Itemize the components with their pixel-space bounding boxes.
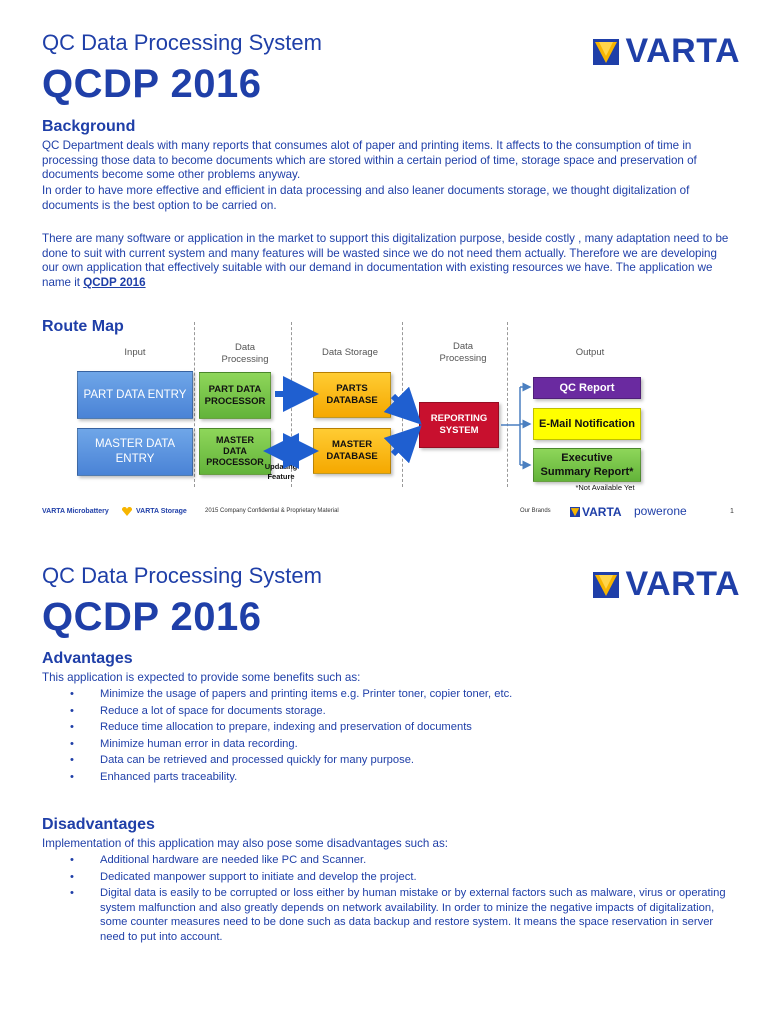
- part-data-processor-box: PART DATA PROCESSOR: [199, 372, 271, 419]
- qcdp-link[interactable]: QCDP 2016: [83, 275, 146, 289]
- list-item: • Enhanced parts traceability.: [70, 770, 238, 783]
- slide-subtitle: QC Data Processing System: [42, 563, 322, 588]
- qc-report-box: QC Report: [533, 377, 641, 399]
- column-header-output: Output: [575, 347, 605, 358]
- list-item: • Reduce time allocation to prepare, indexing and preservation of documents: [70, 721, 472, 733]
- footer-varta-brand: VARTA: [570, 505, 622, 519]
- column-divider: [507, 322, 508, 487]
- reporting-system-box: REPORTING SYSTEM: [419, 402, 499, 448]
- slide-subtitle: QC Data Processing System: [42, 30, 322, 55]
- route-map-diagram: [75, 320, 655, 495]
- footer-heart-icon: [122, 507, 132, 518]
- list-item: • Dedicated manpower support to initiate and develop the project.: [70, 870, 417, 883]
- disadvantages-heading: Disadvantages: [42, 816, 155, 833]
- slide-title: QCDP 2016: [42, 62, 262, 106]
- background-paragraph-1: QC Department deals with many reports that consumes alot of paper and printing items. It affects to the consumption of time in processing those data to become documents which are stored within a certain period of time, storage space and preservation of documents become some other problems anyway.: [42, 139, 697, 182]
- varta-wordmark: VARTA: [625, 565, 740, 603]
- master-data-processor-box: MASTER DATA PROCESSOR: [199, 428, 271, 475]
- email-notification-box: E-Mail Notification: [533, 408, 641, 440]
- not-available-note: *Not Available Yet: [575, 483, 635, 492]
- varta-wordmark: VARTA: [625, 32, 740, 70]
- part-data-entry-box: PART DATA ENTRY: [77, 371, 193, 419]
- column-divider: [194, 322, 195, 487]
- list-item: • Data can be retrieved and processed quickly for many purpose.: [70, 754, 415, 766]
- footer-our-brands: Our Brands: [520, 508, 551, 514]
- advantages-list: [70, 687, 730, 786]
- disadvantages-list: [70, 853, 730, 946]
- updating-feature-label: Updating Feature: [264, 462, 298, 481]
- advantages-heading: Advantages: [42, 650, 133, 667]
- slide-title: QCDP 2016: [42, 595, 262, 639]
- paragraph-3-text: There are many software or application in the market to support this digitalization purpose, beside costly , many adaptation need to be done to suit with current system and many features will be wasted since we do not need them actually. Therefore we are developing our own application that effectively suitable with our demand in documentation with existing resources we have. The application we name it: [42, 232, 729, 289]
- column-header-storage: Data Storage: [322, 347, 378, 358]
- master-data-entry-box: MASTER DATA ENTRY: [77, 428, 193, 476]
- varta-v-icon: [593, 572, 619, 598]
- list-item: • Minimize the usage of papers and printing items e.g. Printer toner, copier toner, etc.: [70, 688, 513, 700]
- varta-logo: [593, 32, 740, 71]
- footer-storage: VARTA Storage: [136, 508, 187, 515]
- varta-v-icon: [593, 39, 619, 65]
- footer-varta-v-icon: [570, 507, 580, 517]
- varta-logo: [593, 565, 740, 604]
- list-item: • Additional hardware are needed like PC and Scanner.: [70, 854, 367, 866]
- footer-powerone-brand: powerone: [634, 504, 687, 518]
- slide-2: [0, 545, 768, 1024]
- column-header-processing-2: Data Processing: [439, 341, 487, 364]
- executive-summary-box: Executive Summary Report*: [533, 448, 641, 482]
- disadvantages-intro: Implementation of this application may also pose some disadvantages such as:: [42, 837, 449, 850]
- slide-footer: [42, 504, 742, 524]
- route-map-heading: Route Map: [42, 318, 124, 335]
- advantages-intro: This application is expected to provide some benefits such as:: [42, 671, 361, 684]
- column-header-processing: Data Processing: [221, 342, 269, 365]
- master-database-box: MASTER DATABASE: [313, 428, 391, 474]
- background-paragraph-2: In order to have more effective and efficient in data processing and also leaner documents storage, we thought digitalization of documents is the best option to be carried on.: [42, 184, 690, 212]
- footer-confidential: 2015 Company Confidential & Proprietary Material: [205, 508, 339, 514]
- list-item: • Minimize human error in data recording.: [70, 737, 298, 750]
- footer-microbattery: VARTA Microbattery: [42, 508, 109, 515]
- column-header-input: Input: [124, 347, 146, 358]
- column-divider: [402, 322, 403, 487]
- parts-database-box: PARTS DATABASE: [313, 372, 391, 418]
- list-item: • Reduce a lot of space for documents storage.: [70, 704, 326, 717]
- list-item: • Digital data is easily to be corrupted or loss either by human mistake or by external factors such as malware, virus or operating system malfunction and also greatly depends on network availability. In order to minize the negative impacts of digitalization, some counter measures need to be done such as data backup and restore system. It means the space reservation in server need to put into account.: [70, 887, 726, 943]
- footer-page-number: 1: [730, 508, 734, 515]
- background-paragraph-3: [42, 232, 732, 290]
- background-heading: Background: [42, 118, 136, 135]
